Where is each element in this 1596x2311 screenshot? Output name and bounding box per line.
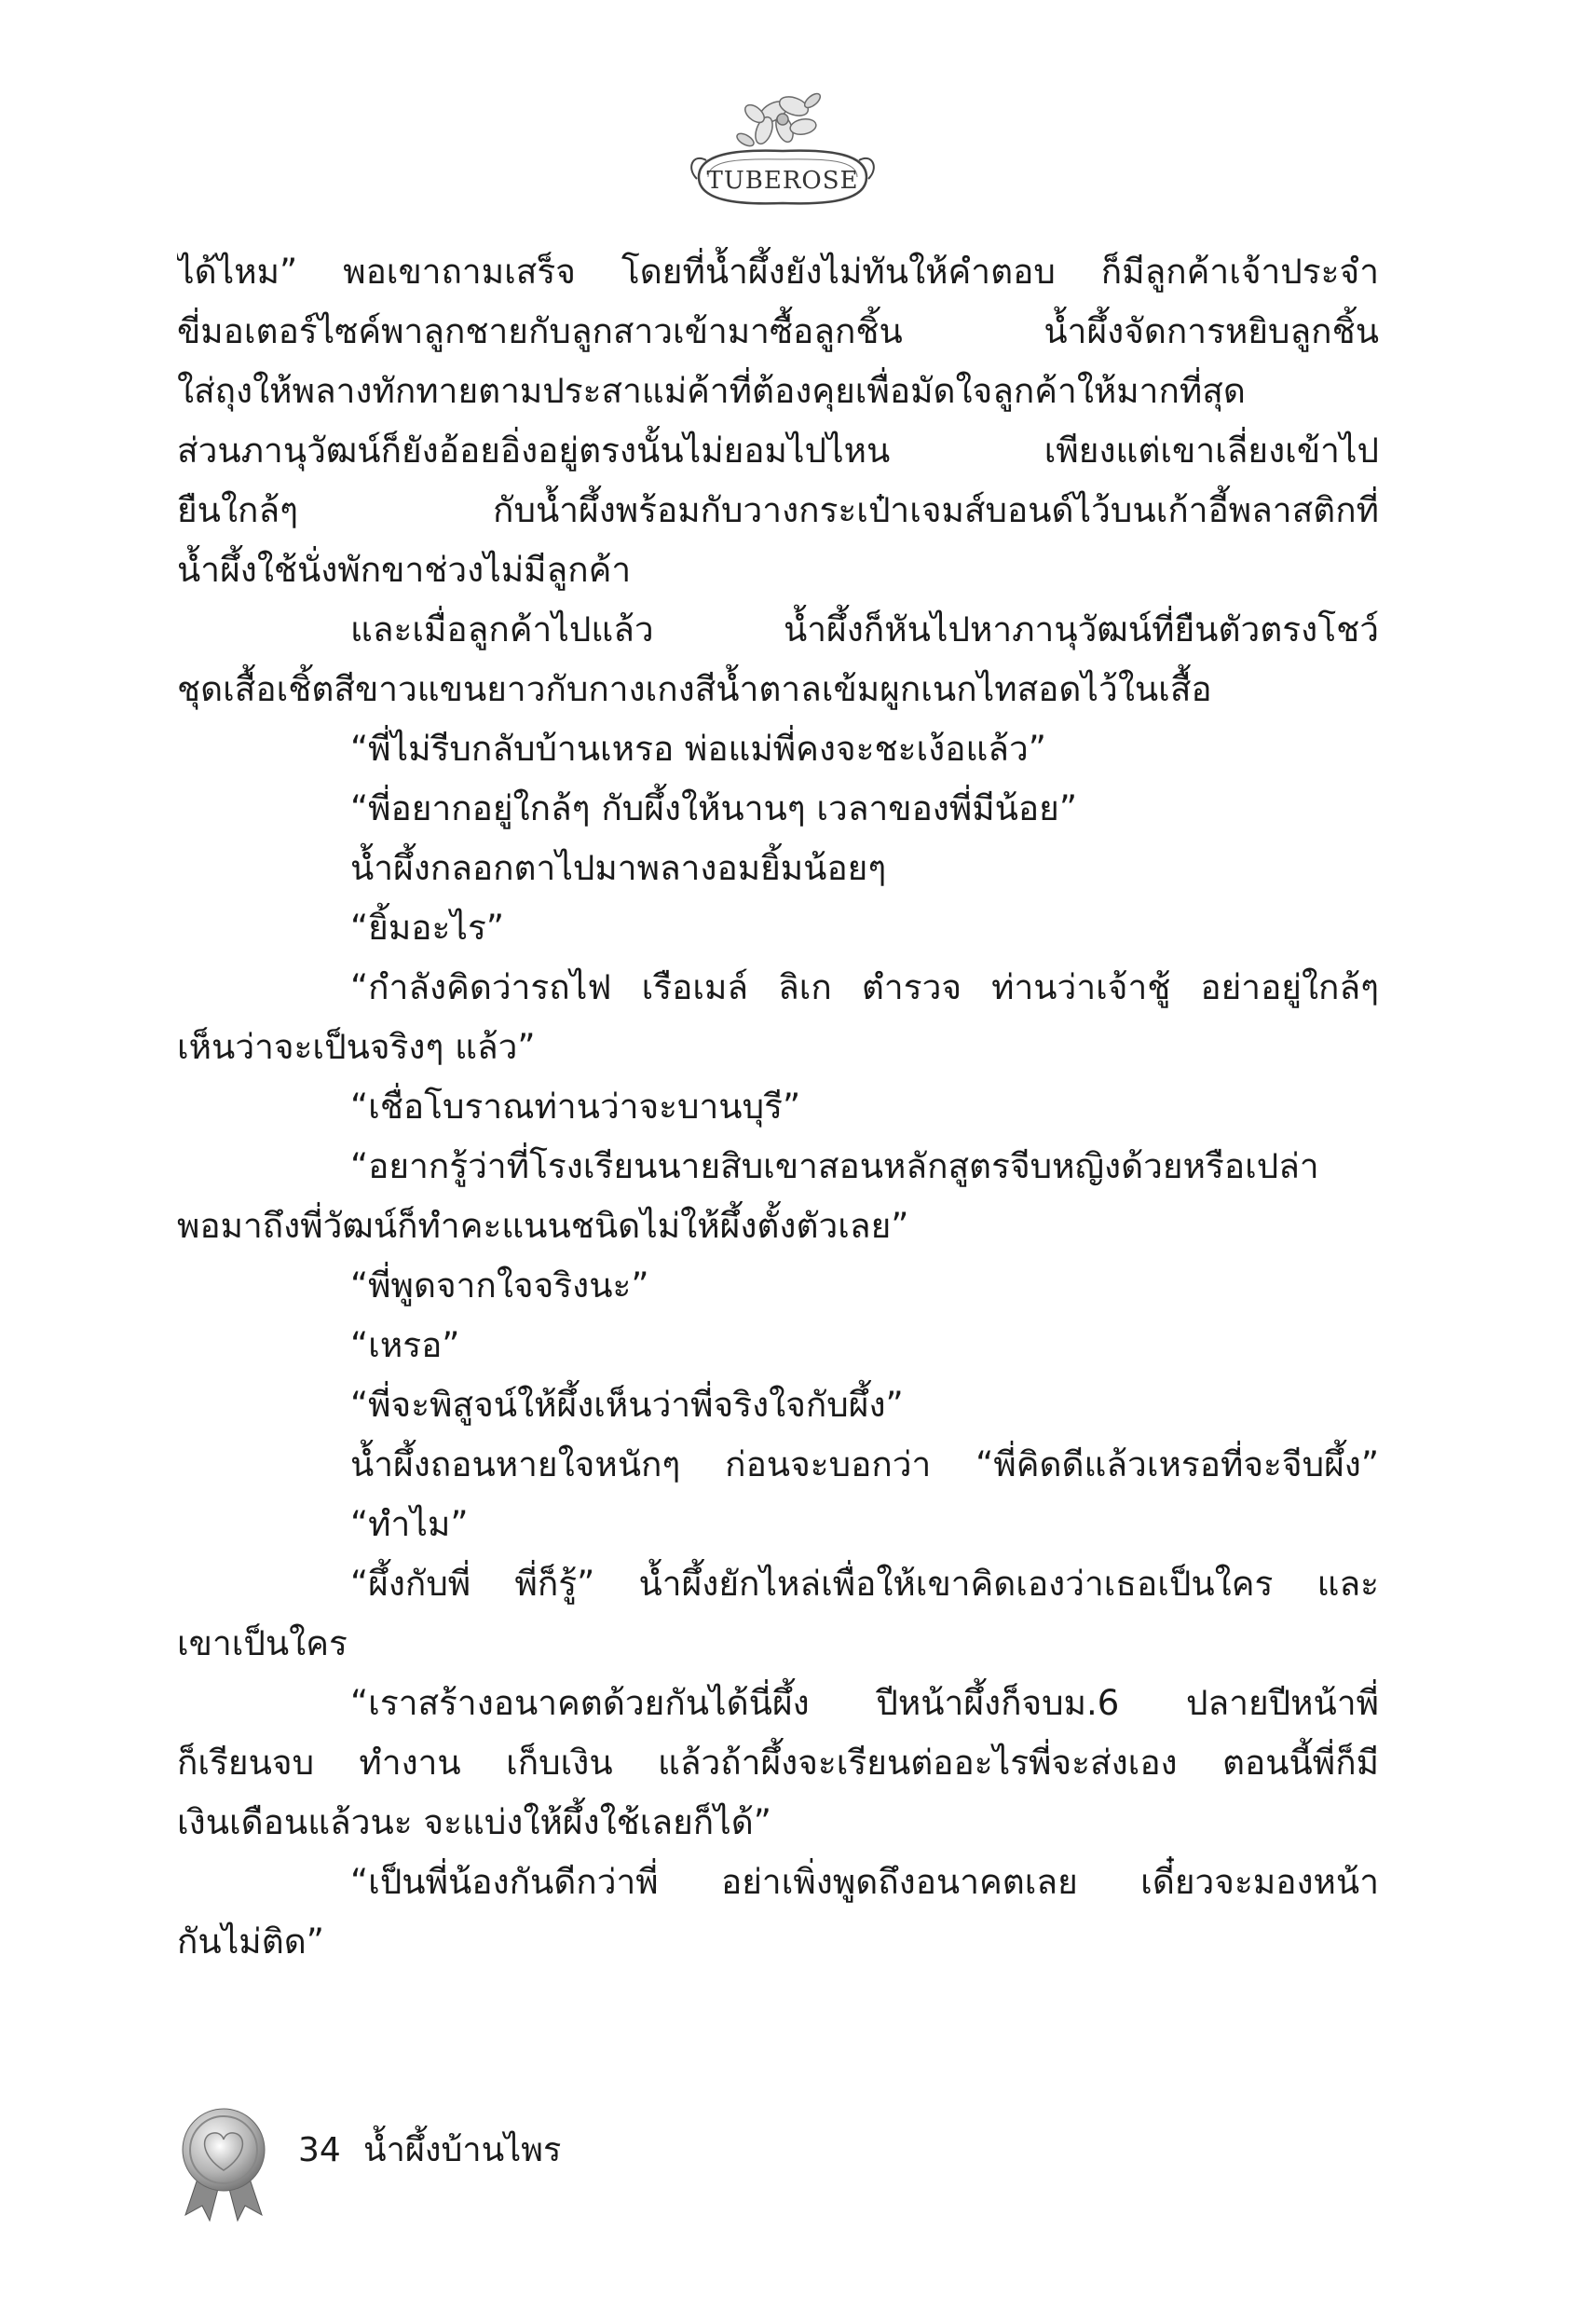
text-line: “พี่จะพิสูจน์ให้ผึ้งเห็นว่าพี่จริงใจกับผึ้ง” <box>350 1385 904 1425</box>
text-line: ยืนใกล้ๆ กับน้ำผึ้งพร้อมกับวางกระเป๋าเจมส์บอนด์ไว้บนเก้าอี้พลาสติกที่ <box>177 490 1379 530</box>
text-line: ชุดเสื้อเชิ้ตสีขาวแขนยาวกับกางเกงสีน้ำตาลเข้มผูกเนกไทสอดไว้ในเสื้อ <box>177 669 1212 709</box>
text-line: “เราสร้างอนาคตด้วยกันได้นี่ผึ้ง ปีหน้าผึ้งก็จบม.6 ปลายปีหน้าพี่ <box>350 1683 1379 1723</box>
text-line: “กำลังคิดว่ารถไฟ เรือเมล์ ลิเก ตำรวจ ท่านว่าเจ้าชู้ อย่าอยู่ใกล้ๆ <box>350 967 1379 1007</box>
tuberose-flower-icon <box>680 75 885 224</box>
heart-medal-icon <box>172 2101 275 2222</box>
text-line: น้ำผึ้งกลอกตาไปมาพลางอมยิ้มน้อยๆ <box>350 848 887 888</box>
page-footer <box>172 2101 731 2222</box>
book-title: น้ำผึ้งบ้านไพร <box>363 2131 562 2169</box>
text-line: “อยากรู้ว่าที่โรงเรียนนายสิบเขาสอนหลักสูตรจีบหญิงด้วยหรือเปล่า <box>350 1146 1319 1186</box>
text-line: ส่วนภานุวัฒน์ก็ยังอ้อยอิ่งอยู่ตรงนั้นไม่ยอมไปไหน เพียงแต่เขาเลี่ยงเข้าไป <box>177 431 1379 471</box>
text-line: “เป็นพี่น้องกันดีกว่าพี่ อย่าเพิ่งพูดถึงอนาคตเลย เดี๋ยวจะมองหน้า <box>350 1862 1379 1902</box>
page-number: 34 <box>298 2131 341 2169</box>
text-line: เขาเป็นใคร <box>177 1623 348 1663</box>
logo-text: TUBEROSE <box>706 167 859 195</box>
page-body <box>177 242 1379 2031</box>
text-line: “ยิ้มอะไร” <box>350 908 504 948</box>
text-line: พอมาถึงพี่วัฒน์ก็ทำคะแนนชนิดไม่ให้ผึ้งตั้งตัวเลย” <box>177 1206 909 1246</box>
text-line: “เหรอ” <box>350 1325 460 1365</box>
text-line: น้ำผึ้งใช้นั่งพักขาช่วงไม่มีลูกค้า <box>177 550 632 590</box>
text-line: เงินเดือนแล้วนะ จะแบ่งให้ผึ้งใช้เลยก็ได้” <box>177 1802 771 1842</box>
text-line: ใส่ถุงให้พลางทักทายตามประสาแม่ค้าที่ต้องคุยเพื่อมัดใจลูกค้าให้มากที่สุด <box>177 371 1246 411</box>
text-line: “พี่ไม่รีบกลับบ้านเหรอ พ่อแม่พี่คงจะชะเง้อแล้ว” <box>350 729 1046 769</box>
text-line: และเมื่อลูกค้าไปแล้ว น้ำผึ้งก็หันไปหาภานุวัฒน์ที่ยืนตัวตรงโชว์ <box>350 609 1379 650</box>
text-line: ได้ไหม” พอเขาถามเสร็จ โดยที่น้ำผึ้งยังไม่ทันให้คำตอบ ก็มีลูกค้าเจ้าประจำ <box>177 252 1379 292</box>
text-line: “พี่พูดจากใจจริงนะ” <box>350 1265 649 1306</box>
text-line: กันไม่ติด” <box>177 1921 324 1962</box>
text-line: “พี่อยากอยู่ใกล้ๆ กับผึ้งให้นานๆ เวลาของพี่มีน้อย” <box>350 788 1077 828</box>
text-line: ก็เรียนจบ ทำงาน เก็บเงิน แล้วถ้าผึ้งจะเรียนต่ออะไรพี่จะส่งเอง ตอนนี้พี่ก็มี <box>177 1743 1379 1783</box>
text-line: “เชื่อโบราณท่านว่าจะบานบุรี” <box>350 1087 801 1127</box>
text-line: “ทำไม” <box>350 1504 469 1544</box>
text-line: “ผึ้งกับพี่ พี่ก็รู้” น้ำผึ้งยักไหล่เพื่อให้เขาคิดเองว่าเธอเป็นใคร และ <box>350 1564 1379 1604</box>
header-logo <box>680 75 885 224</box>
text-line: ขี่มอเตอร์ไซค์พาลูกชายกับลูกสาวเข้ามาซื้อลูกชิ้น น้ำผึ้งจัดการหยิบลูกชิ้น <box>177 311 1379 351</box>
text-line: น้ำผึ้งถอนหายใจหนักๆ ก่อนจะบอกว่า “พี่คิดดีแล้วเหรอที่จะจีบผึ้ง” <box>350 1444 1379 1484</box>
text-line: เห็นว่าจะเป็นจริงๆ แล้ว” <box>177 1027 536 1067</box>
